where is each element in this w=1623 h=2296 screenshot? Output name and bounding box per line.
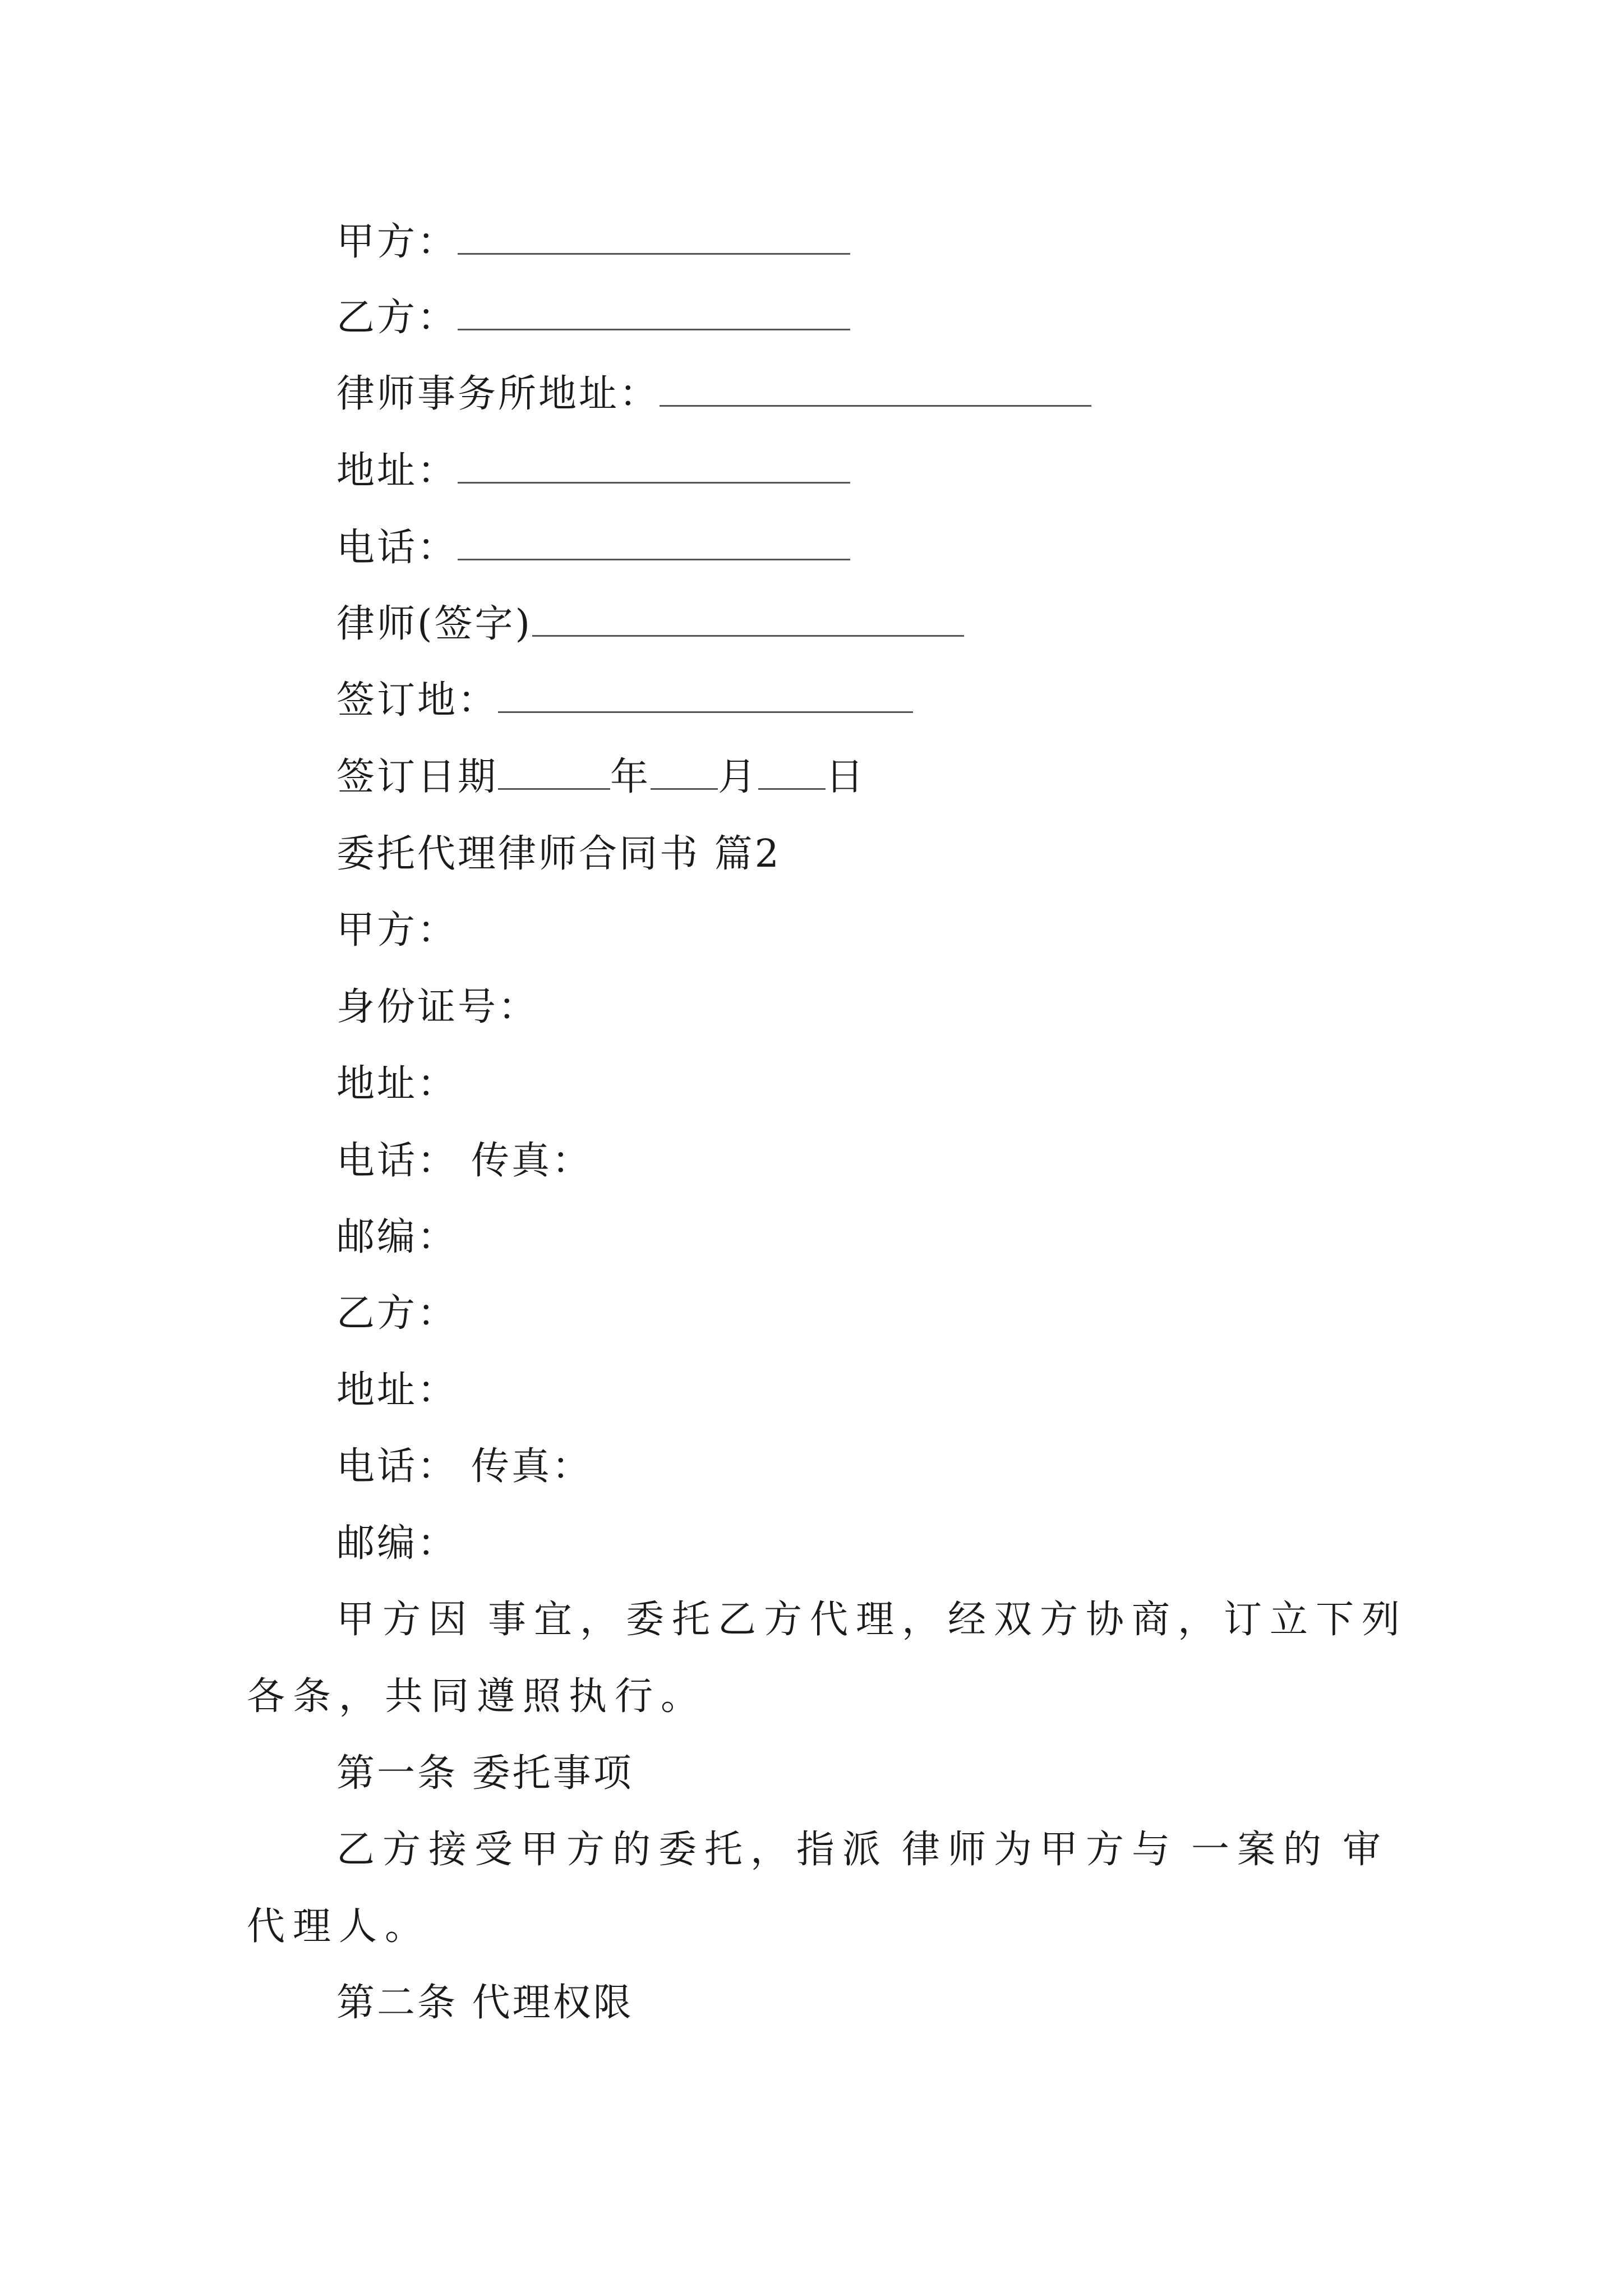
sign-place-row	[336, 678, 913, 723]
para2-line1	[336, 1828, 1389, 1872]
address-b-label: 地址：	[336, 1368, 458, 1412]
postcode-b-label: 邮编：	[336, 1521, 458, 1566]
party-b-label: 乙方：	[336, 296, 458, 340]
address-a-label: 地址：	[336, 1062, 458, 1106]
firm-address-row	[336, 372, 1091, 417]
contact-b-row	[336, 1444, 592, 1489]
address-label: 地址：	[336, 449, 458, 493]
sign-place-blank	[498, 680, 913, 713]
para2-line2: 代理人。	[247, 1904, 431, 1949]
day-blank	[758, 757, 826, 790]
fax-b-label: 传真：	[471, 1444, 593, 1489]
phone-blank	[458, 527, 850, 560]
para1-line1	[336, 1598, 1408, 1642]
para1-part-a: 甲方因	[336, 1598, 475, 1642]
year-blank	[498, 757, 610, 790]
month-label: 月	[718, 755, 759, 799]
year-label: 年	[610, 755, 651, 799]
fax-a-label: 传真：	[471, 1139, 593, 1183]
day-label: 日	[826, 755, 866, 799]
address-row	[336, 449, 850, 494]
section-title: 委托代理律师合同书 篇2	[336, 832, 781, 876]
phone-row	[336, 526, 850, 570]
contact-a-row	[336, 1139, 592, 1184]
sign-date-row	[336, 755, 866, 800]
lawyer-sign-row	[336, 602, 964, 647]
phone-a-label: 电话：	[336, 1139, 458, 1183]
para2-part-a: 乙方接受甲方的委托，指派	[336, 1828, 889, 1872]
party-a-label: 甲方：	[336, 220, 458, 264]
para1-part-b: 事宜，委托乙方代理，经双方协商，订立下列	[488, 1598, 1408, 1642]
article1-title: 第一条 委托事项	[336, 1751, 634, 1796]
para1-line2: 各条，共同遵照执行。	[247, 1674, 707, 1719]
para2-part-d: 审	[1343, 1828, 1389, 1872]
lawyer-sign-label: 律师(签字)	[336, 602, 533, 646]
address-blank	[458, 450, 850, 484]
lawyer-sign-blank	[532, 604, 964, 637]
party-a-blank	[458, 222, 850, 255]
month-blank	[651, 757, 718, 790]
para2-part-b: 律师为甲方与	[902, 1828, 1178, 1872]
party-a-row	[336, 220, 850, 265]
phone-label: 电话：	[336, 526, 458, 570]
phone-b-label: 电话：	[336, 1444, 458, 1489]
postcode-a-label: 邮编：	[336, 1215, 458, 1259]
party-a-label-2: 甲方：	[336, 908, 458, 953]
party-b-label-2: 乙方：	[336, 1291, 458, 1336]
party-b-blank	[458, 297, 850, 330]
para2-part-c: 一案的	[1191, 1828, 1330, 1872]
firm-address-blank	[660, 374, 1091, 407]
firm-address-label: 律师事务所地址：	[336, 372, 660, 416]
article2-title: 第二条 代理权限	[336, 1981, 634, 2025]
party-b-row	[336, 296, 850, 341]
id-number-label: 身份证号：	[336, 985, 539, 1029]
sign-date-label: 签订日期	[336, 755, 499, 799]
sign-place-label: 签订地：	[336, 678, 499, 723]
